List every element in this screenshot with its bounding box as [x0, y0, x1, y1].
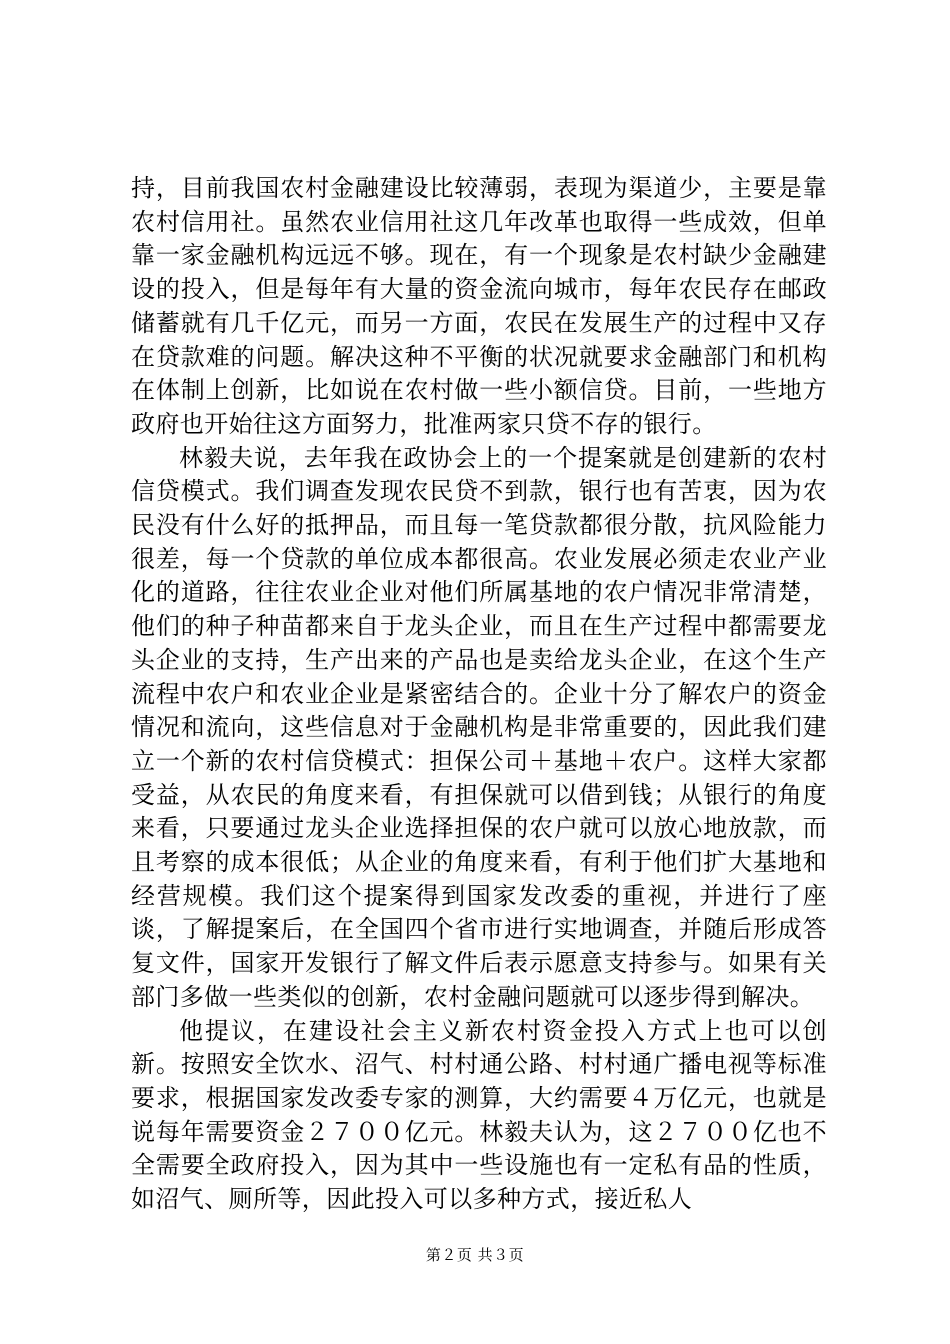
page-number-footer: 第２页 共３页 [425, 1246, 525, 1264]
paragraph-2: 林毅夫说，去年我在政协会上的一个提案就是创建新的农村信贷模式。我们调查发现农民贷不到款，银行也有苦衷，因为农民没有什么好的抵押品，而且每一笔贷款都很分散，抗风险能力很差，每一个贷款的单位成本都很高。农业发展必须走农业产业化的道路，往往农业企业对他们所属基地的农户情况非常清楚，他们的种子种苗都来自于龙头企业，而且在生产过程中都需要龙头企业的支持，生产出来的产品也是卖给龙头企业，在这个生产流程中农户和农业企业是紧密结合的。企业十分了解农户的资金情况和流向，这些信息对于金融机构是非常重要的，因此我们建立一个新的农村信贷模式：担保公司＋基地＋农户。这样大家都受益，从农民的角度来看，有担保就可以借到钱；从银行的角度来看，只要通过龙头企业选择担保的农户就可以放心地放款，而且考察的成本很低；从企业的角度来看，有利于他们扩大基地和经营规模。我们这个提案得到国家发改委的重视，并进行了座谈，了解提案后，在全国四个省市进行实地调查，并随后形成答复文件，国家开发银行了解文件后表示愿意支持参与。如果有关部门多做一些类似的创新，农村金融问题就可以逐步得到解决。 [131, 443, 827, 1011]
article-body [131, 172, 827, 1217]
paragraph-3: 他提议，在建设社会主义新农村资金投入方式上也可以创新。按照安全饮水、沼气、村村通公路、村村通广播电视等标准要求，根据国家发改委专家的测算，大约需要４万亿元，也就是说每年需要资金２７００亿元。林毅夫认为，这２７００亿也不全需要全政府投入，因为其中一些设施也有一定私有品的性质，如沼气、厕所等，因此投入可以多种方式，接近私人 [131, 1016, 827, 1214]
paragraph-1: 持，目前我国农村金融建设比较薄弱，表现为渠道少，主要是靠农村信用社。虽然农业信用社这几年改革也取得一些成效，但单靠一家金融机构远远不够。现在，有一个现象是农村缺少金融建设的投入，但是每年有大量的资金流向城市，每年农民存在邮政储蓄就有几千亿元，而另一方面，农民在发展生产的过程中又存在贷款难的问题。解决这种不平衡的状况就要求金融部门和机构在体制上创新，比如说在农村做一些小额信贷。目前，一些地方政府也开始往这方面努力，批准两家只贷不存的银行。 [131, 174, 827, 438]
